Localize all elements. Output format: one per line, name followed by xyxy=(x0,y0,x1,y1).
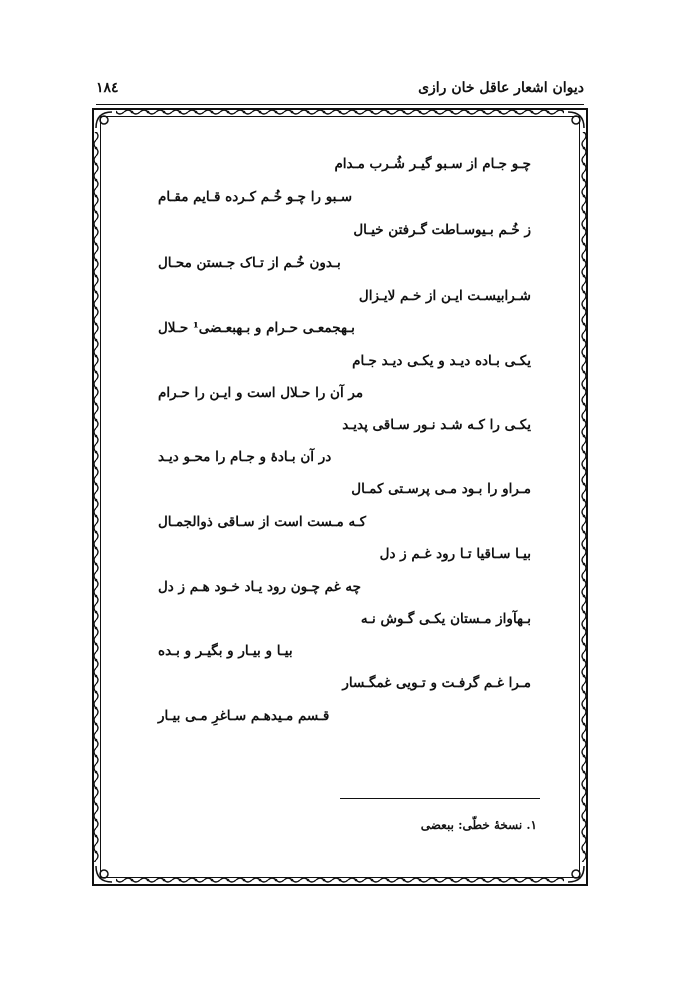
verse-line: بیـا و بیـار و بگیـر و بـده xyxy=(158,643,293,659)
verse-line: چه غم چـون رود یـاد خـود هـم ز دل xyxy=(158,579,361,595)
page-header xyxy=(96,80,584,102)
verse-line: یکـی بـاده دیـد و یکـی دیـد جـام xyxy=(352,353,531,369)
header-rule xyxy=(96,104,584,105)
verse-line: شـرابیسـت ایـن از خـم لایـزال xyxy=(358,288,531,304)
verse-line: بـهجمعـی حـرام و بـهبعـضی¹ حـلال xyxy=(158,320,355,336)
page-number: ۱۸٤ xyxy=(96,80,119,96)
verse-line: بیـا سـاقیا تـا رود غـم ز دل xyxy=(379,546,531,562)
verse-line: سـبو را چـو خُـم کـرده قـایم مقـام xyxy=(158,189,353,205)
footnote: ۱. نسخهٔ خطّی: ببعضی xyxy=(420,818,537,832)
verse-line: چـو جـام از سـبو گیـر شُـرب مـدام xyxy=(334,156,531,172)
verse-line: مـراو را بـود مـی پرسـتی کمـال xyxy=(351,481,531,497)
verse-line: ز خُـم بـیوسـاطت گـرفتن خیـال xyxy=(353,222,531,238)
verse-line: مر آن را حـلال است و ایـن را حـرام xyxy=(158,385,364,401)
page-title: دیوان اشعار عاقل خان رازی xyxy=(418,80,584,96)
verse-line: یکـی را کـه شـد نـور سـاقی پدیـد xyxy=(342,417,531,433)
footnote-rule xyxy=(340,798,540,799)
verse-line: مـرا غـم گرفـت و تـویی غمگـسار xyxy=(342,675,531,691)
verse-line: بـدون خُـم از تـاک جـستن محـال xyxy=(158,255,341,271)
verse-line: کـه مـست است از سـاقی ذوالجمـال xyxy=(158,514,367,530)
verse-line: بـهآواز مـستان یکـی گـوش نـه xyxy=(360,611,531,627)
verse-line: قـسم مـیدهـم سـاغرِ مـی بیـار xyxy=(158,708,330,724)
verse-line: در آن بـادهٔ و جـام را محـو دیـد xyxy=(158,449,332,465)
